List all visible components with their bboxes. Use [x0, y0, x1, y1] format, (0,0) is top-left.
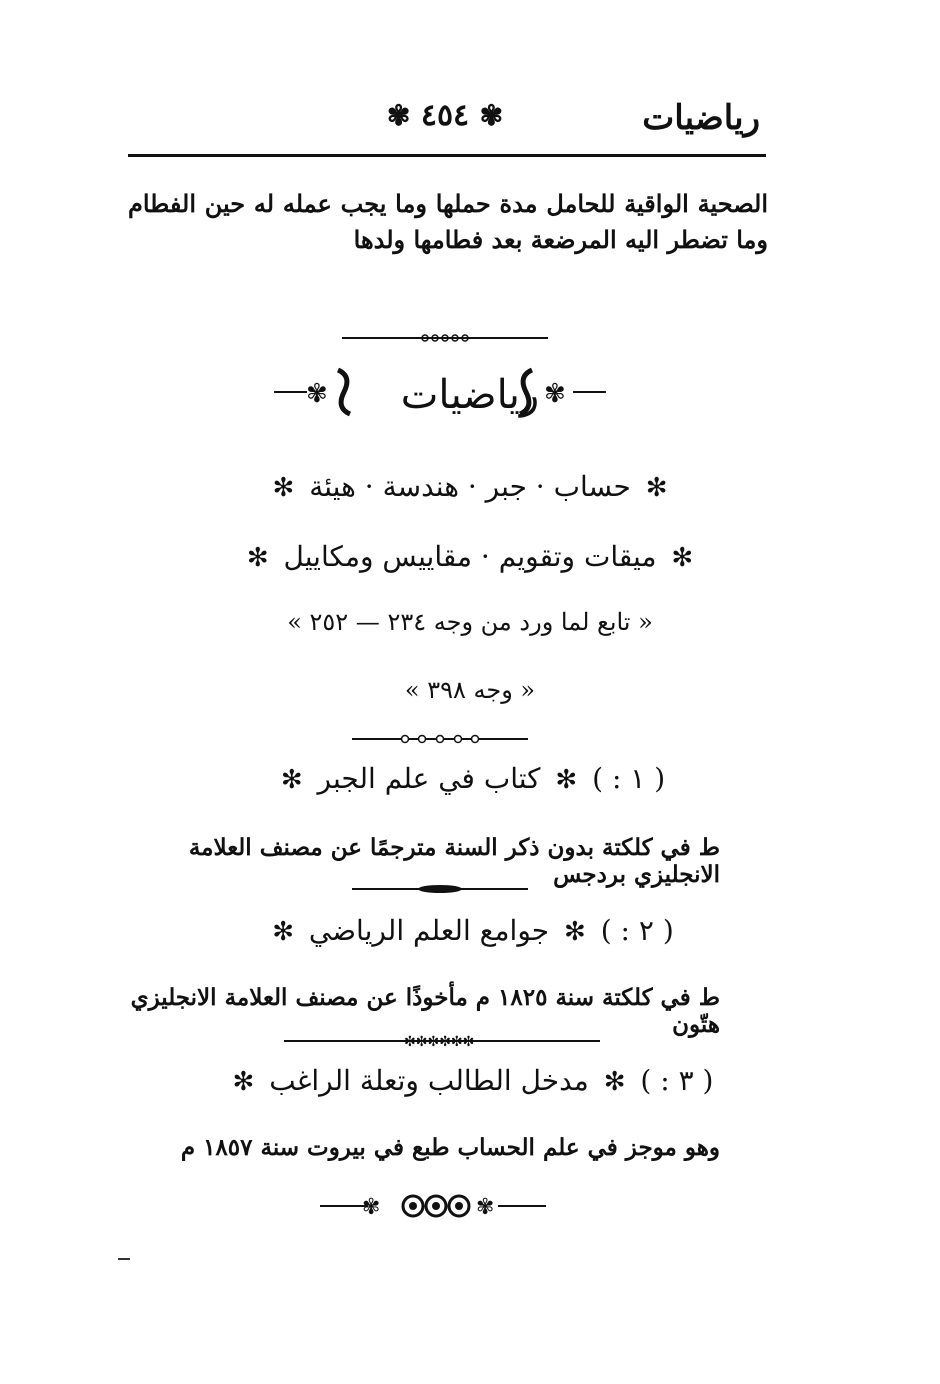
star-ornament-icon: ✻ [564, 917, 586, 947]
page-number-value: ٤٥٤ [420, 98, 470, 133]
entry-description: ط في كلكتة بدون ذكر السنة مترجمًا عن مصنف العلامة الانجليزي بردجس [188, 834, 720, 888]
continuation-note: « تابع لما ورد من وجه ٢٣٤ — ٢٥٢ » [287, 608, 653, 636]
page-reference: « وجه ٣٩٨ » [404, 676, 536, 704]
star-ornament-icon: ✻ [645, 473, 668, 503]
star-ornament-icon: ✻ [603, 1067, 626, 1097]
svg-text:✾: ✾ [306, 379, 328, 409]
entry-description: وهو موجز في علم الحساب طبع في بيروت سنة ١٨٥٧ م [180, 1134, 720, 1161]
divider-ornament-icon [340, 330, 550, 346]
svg-text:✾: ✾ [544, 379, 566, 409]
intro-paragraph: الصحية الواقية للحامل مدة حملها وما يجب عمله له حين الفطام وما تضطر اليه المرضعة بعد فطامها ولدها [128, 189, 768, 254]
star-ornament-icon: ✻ [272, 473, 295, 503]
star-ornament-icon: ✻ [232, 1067, 255, 1097]
entry-number: ( ٣ : ) [640, 1064, 714, 1097]
entry-number: ( ٢ : ) [600, 914, 674, 947]
divider-ornament-icon [318, 1186, 548, 1226]
divider-ornament-icon [282, 1034, 602, 1048]
header-rule [128, 154, 766, 157]
star-ornament-icon: ✻ [272, 917, 295, 947]
star-ornament-icon: ✻ [671, 543, 694, 573]
entry-title: مدخل الطالب وتعلة الراغب [269, 1064, 589, 1097]
section-title: رياضيات [400, 372, 540, 418]
entry-heading [0, 914, 940, 947]
entry-description: ط في كلكتة سنة ١٨٢٥ م مأخوذًا عن مصنف العلامة الانجليزي هتّون [130, 984, 720, 1038]
star-ornament-icon: ✾ [386, 99, 411, 132]
star-ornament-icon: ✻ [280, 765, 303, 795]
divider-ornament-icon [350, 882, 530, 896]
page-number [380, 98, 510, 133]
star-ornament-icon: ✻ [246, 543, 269, 573]
subtitle-text-1: حساب · جبر · هندسة · هيئة [309, 470, 631, 503]
subtitle-line-2 [0, 540, 940, 573]
subtitle-text-2: ميقات وتقويم · مقاييس ومكاييل [283, 540, 657, 573]
entry-title: جوامع العلم الرياضي [308, 914, 550, 947]
divider-ornament-icon [350, 732, 530, 746]
entry-heading [0, 1064, 940, 1097]
svg-text:✾: ✾ [476, 1195, 495, 1220]
entry-number: ( ١ : ) [592, 762, 666, 795]
svg-text:✻✻✻✻✻✻: ✻✻✻✻✻✻ [404, 1034, 475, 1048]
scroll-ornament-icon [518, 362, 608, 422]
running-header-title: رياضيات [642, 98, 760, 138]
star-ornament-icon: ✾ [479, 99, 504, 132]
svg-text:✾: ✾ [362, 1195, 381, 1220]
subtitle-line-1 [0, 470, 940, 503]
entry-title: كتاب في علم الجبر [317, 762, 541, 795]
margin-mark [118, 1258, 130, 1260]
entry-heading [0, 762, 940, 795]
star-ornament-icon: ✻ [555, 765, 578, 795]
